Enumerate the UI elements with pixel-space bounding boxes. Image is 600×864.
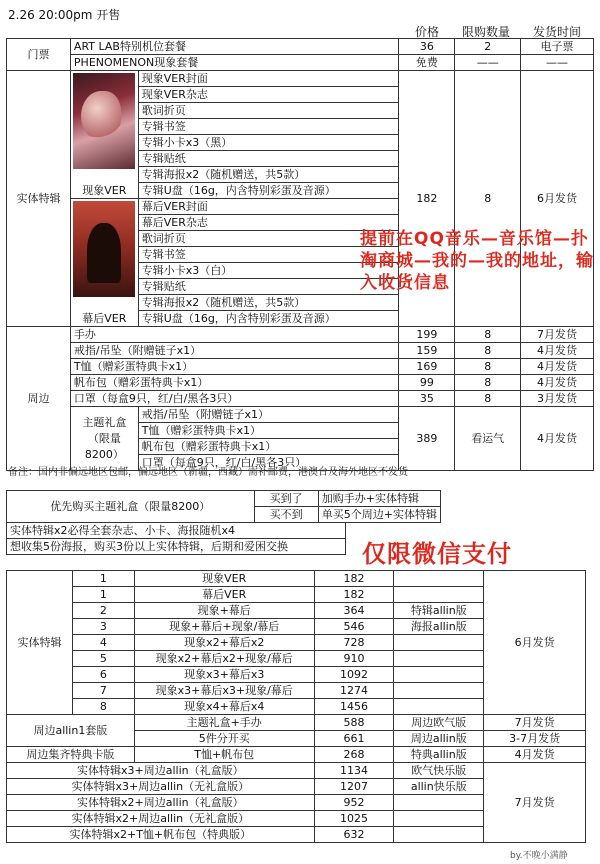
bundle-no: 2 [72,603,134,619]
combo-price: 1025 [314,811,394,827]
combo-price: 632 [314,827,394,843]
bundle-no: 3 [72,619,134,635]
bundle-album-ship: 6月发货 [484,571,586,715]
gift-box-price: 389 [399,407,455,471]
ver1-label: 现象VER [82,184,127,197]
ticket-name: ART LAB特别机位套餐 [70,39,399,55]
ver1-item: 专辑书签 [138,119,399,135]
allin-ship: 7月发货 [484,715,586,731]
bundle-name: 现象x3+幕后x3+现象/幕后 [134,683,314,699]
merch-price: 199 [399,327,455,343]
combo-price: 1134 [314,763,394,779]
priority-title: 优先购买主题礼盒（限量8200） [7,491,255,523]
ticket-ship: 电子票 [521,39,594,55]
special-label: 周边集齐特典卡版 [7,747,135,763]
miss-value: 单买5个周边+实体特辑 [318,507,440,523]
allin-tag: 周边欧气版 [394,715,484,731]
ver1-item: 专辑海报x2（随机赠送，共5款） [138,167,399,183]
bundle-no: 5 [72,651,134,667]
info-line-1: 实体特辑x2必得全套杂志、小卡、海报随机x4 [7,523,346,539]
ver1-cell [70,71,138,199]
bundle-tag [394,571,484,587]
bundle-tag [394,635,484,651]
bundle-price: 1274 [314,683,394,699]
allin-price: 588 [314,715,394,731]
bundle-price: 182 [314,571,394,587]
bundle-price: 728 [314,635,394,651]
special-price: 268 [314,747,394,763]
combo-name: 实体特辑x2+T恤+帆布包（特典版） [7,827,315,843]
bundle-tag: 特辑allin版 [394,603,484,619]
bundle-name: 现象VER [134,571,314,587]
ver2-item: 歌词折页 [138,231,399,247]
merch-ship: 7月发货 [521,327,594,343]
merch-item: 口罩（每盒9只，红/白/黑各3只） [70,391,399,407]
ver1-photo [73,73,135,169]
got-value: 加购手办+实体特辑 [318,491,440,507]
combo-name: 实体特辑x2+周边allin（无礼盒版） [7,811,315,827]
merch-price: 169 [399,359,455,375]
special-tag: 特典allin版 [394,747,484,763]
ver2-cell [70,199,138,327]
album-price: 182 [399,71,455,327]
ver1-item: 现象VER封面 [138,71,399,87]
bundle-tag [394,683,484,699]
bundle-name: 现象x2+幕后x2 [134,635,314,651]
miss-label: 买不到 [254,507,318,523]
special-name: T恤+帆布包 [134,747,314,763]
bundle-name: 现象+幕后+现象/幕后 [134,619,314,635]
ticket-name: PHENOMENON现象套餐 [70,55,399,71]
wechat-only: 仅限微信支付 [362,540,512,568]
merch-limit: 8 [455,375,521,391]
col-ship-header: 发货时间 [533,25,582,39]
gift-box-item: 口罩（每盒9只，红/白/黑各3只） [138,455,399,471]
bundle-price: 1092 [314,667,394,683]
bundle-tag: 海报allin版 [394,619,484,635]
combo-name: 实体特辑x2+周边allin（礼盒版） [7,795,315,811]
bundle-no: 1 [72,587,134,603]
ver2-item: 专辑小卡x3（白） [138,263,399,279]
album-limit: 8 [455,71,521,327]
bundle-tag [394,667,484,683]
allin-name: 主题礼盒+手办 [134,715,314,731]
col-price-header: 价格 [415,25,440,39]
ver2-item: 专辑海报x2（随机赠送，共5款） [138,295,399,311]
ver2-photo [73,201,135,297]
ticket-limit: 2 [455,39,521,55]
tickets-label: 门票 [7,39,71,71]
merch-price: 159 [399,343,455,359]
bundle-no: 8 [72,699,134,715]
watermark: by.不晚小满静 [510,851,568,861]
combo-name: 实体特辑x3+周边allin（无礼盒版） [7,779,315,795]
bundle-no: 7 [72,683,134,699]
bundle-price: 546 [314,619,394,635]
merch-limit: 8 [455,343,521,359]
bundle-price: 1456 [314,699,394,715]
bundle-no: 6 [72,667,134,683]
combo-tag [394,795,484,811]
combo-name: 实体特辑x3+周边allin（礼盒版） [7,763,315,779]
ver2-item: 专辑U盘（16g，内含特别彩蛋及音源） [138,311,399,327]
bundle-no: 1 [72,571,134,587]
bundle-tag [394,587,484,603]
merch-price: 99 [399,375,455,391]
allin-label: 周边allin1套版 [7,715,135,747]
info-line-2: 想收集5份海报，购买3份以上实体特辑，后期和爱困交换 [7,539,346,555]
bundle-price: 182 [314,587,394,603]
ver1-item: 歌词折页 [138,103,399,119]
combo-price: 952 [314,795,394,811]
ver1-item: 专辑贴纸 [138,151,399,167]
bundles-table [6,570,586,843]
allin-price: 661 [314,731,394,747]
ticket-ship: —— [521,55,594,71]
merch-item: 戒指/吊坠（附赠链子x1） [70,343,399,359]
bundle-name: 现象x4+幕后x4 [134,699,314,715]
priority-table [6,490,441,523]
allin-ship: 3-7月发货 [484,731,586,747]
album-label: 实体特辑 [7,71,71,327]
combo-price: 1207 [314,779,394,795]
allin-name: 5件分开买 [134,731,314,747]
merch-ship: 4月发货 [521,375,594,391]
ver1-item: 专辑小卡x3（黑） [138,135,399,151]
bundle-tag [394,699,484,715]
special-ship: 4月发货 [484,747,586,763]
bundle-price: 910 [314,651,394,667]
ticket-limit: —— [455,55,521,71]
merch-item: 手办 [70,327,399,343]
combo-tag: 欧气快乐版 [394,763,484,779]
bundle-name: 现象+幕后 [134,603,314,619]
gift-box-label: 主题礼盒（限量8200） [70,407,138,471]
combo-tag: allin快乐版 [394,779,484,795]
info-table [6,522,346,555]
remark: 备注：国内非偏远地区包邮，偏远地区（新疆，西藏）需补邮费，港澳台及海外地区不发货 [8,467,408,478]
merch-limit: 8 [455,359,521,375]
sale-date: 2.26 20:00pm 开售 [8,8,121,22]
bundle-name: 现象x3+幕后x3 [134,667,314,683]
col-limit-header: 限购数量 [462,25,511,39]
combo-ship: 7月发货 [484,763,586,843]
bundle-name: 现象x2+幕后x2+现象/幕后 [134,651,314,667]
merch-ship: 3月发货 [521,391,594,407]
merch-label: 周边 [7,327,71,471]
ticket-price: 36 [399,39,455,55]
ver2-label: 幕后VER [82,312,127,325]
combo-tag [394,827,484,843]
bundle-album-label: 实体特辑 [7,571,73,715]
gift-box-limit: 看运气 [455,407,521,471]
ver1-item: 专辑U盘（16g，内含特别彩蛋及音源） [138,183,399,199]
ver2-item: 幕后VER杂志 [138,215,399,231]
merch-price: 35 [399,391,455,407]
combo-tag [394,811,484,827]
gift-box-item: 戒指/吊坠（附赠链子x1） [138,407,399,423]
gift-box-item: T恤（赠彩蛋特典卡x1） [138,423,399,439]
ver2-item: 专辑书签 [138,247,399,263]
bundle-no: 4 [72,635,134,651]
allin-tag: 周边allin版 [394,731,484,747]
ver2-item: 专辑贴纸 [138,279,399,295]
gift-box-ship: 4月发货 [521,407,594,471]
merch-limit: 8 [455,391,521,407]
got-label: 买到了 [254,491,318,507]
bundle-tag [394,651,484,667]
bundle-name: 幕后VER [134,587,314,603]
album-ship: 6月发货 [521,71,594,327]
merch-item: T恤（赠彩蛋特典卡x1） [70,359,399,375]
merch-limit: 8 [455,327,521,343]
merch-ship: 4月发货 [521,359,594,375]
merch-item: 帆布包（赠彩蛋特典卡x1） [70,375,399,391]
ver2-item: 幕后VER封面 [138,199,399,215]
gift-box-item: 帆布包（赠彩蛋特典卡x1） [138,439,399,455]
bundle-price: 364 [314,603,394,619]
address-notice: 提前在QQ音乐—音乐馆—扑淘商城—我的—我的地址，输入收货信息 [360,229,594,293]
ver1-item: 现象VER杂志 [138,87,399,103]
merch-ship: 4月发货 [521,343,594,359]
ticket-price: 免费 [399,55,455,71]
